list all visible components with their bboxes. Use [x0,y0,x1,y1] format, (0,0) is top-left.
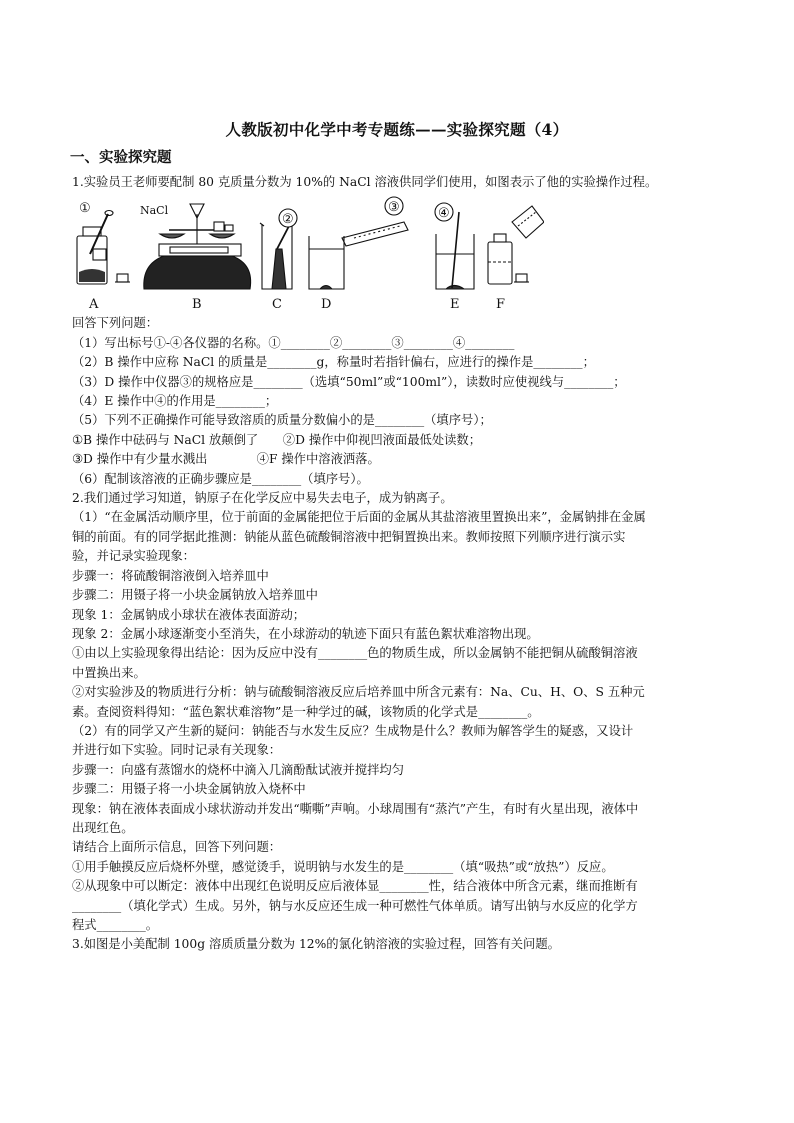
text-line: 现象 2：金属小球逐渐变小至消失，在小球游动的轨迹下面只有蓝色絮状难溶物出现。 [72,626,539,641]
text-line: 中置换出来。 [72,665,146,680]
bottle-f-icon [488,206,544,284]
text-line: 现象：钠在液体表面成小球状游动并发出“嘶嘶”声响。小球周围有“蒸汽”产生，有时有火星出现，液体中 [72,801,639,816]
figure-label-d: D [321,297,332,313]
text-line: ①用手触摸反应后烧杯外壁，感觉烫手，说明钠与水发生的是________（填“吸热”或“放热”）反应。 [72,859,614,874]
text-line: 回答下列问题： [72,316,159,331]
marker-4: ④ [438,206,450,222]
question-2-stem: 2.我们通过学习知道，钠原子在化学反应中易失去电子，成为钠离子。 [72,491,453,506]
experiment-figure [74,194,544,314]
text-line: 出现红色。 [72,820,134,835]
figure-label-e: E [450,297,460,313]
text-line: （2）B 操作中应称 NaCl 的质量是________g，称量时若指针偏右，应进行的操作是________； [72,355,595,370]
text-line: （1）写出标号①-④各仪器的名称。①________②________③________④________ [72,335,515,350]
page-title: 人教版初中化学中考专题练——实验探究题（4） [225,120,569,139]
text-line: 步骤一：将硫酸铜溶液倒入培养皿中 [72,568,269,583]
text-line: （3）D 操作中仪器③的规格应是________（选填“50ml”或“100ml”），读数时应使视线与________； [72,374,626,389]
text-line: （5）下列不正确操作可能导致溶质的质量分数偏小的是________（填序号）； [72,413,492,428]
question-3-stem: 3.如图是小美配制 100g 溶质质量分数为 12%的氯化钠溶液的实验过程，回答有关问题。 [72,937,560,952]
text-line: ①由以上实验现象得出结论：因为反应中没有________色的物质生成，所以金属钠不能把铜从硫酸铜溶液 [72,646,638,661]
figure-label-b: B [192,297,202,313]
marker-2: ② [282,212,294,228]
figure-label-f: F [496,297,506,313]
text-line: 素。查阅资料得知：“蓝色絮状难溶物”是一种学过的碱，该物质的化学式是________。 [72,704,540,719]
text-line: ①B 操作中砝码与 NaCl 放颠倒了 ②D 操作中仰视凹液面最低处读数； [72,432,482,447]
nacl-label: NaCl [140,204,169,218]
text-line: ________（填化学式）生成。另外，钠与水反应还生成一种可燃性气体单质。请写出钠与水反应的化学方 [72,898,638,913]
text-line: （2）有的同学又产生新的疑问：钠能否与水发生反应？生成物是什么？教师为解答学生的疑惑，又设计 [72,723,634,738]
text-line: ②从现象中可以断定：液体中出现红色说明反应后液体显________性，结合液体中所含元素，继而推断有 [72,879,638,894]
text-line: （4）E 操作中④的作用是________； [72,394,278,409]
text-line: 步骤二：用镊子将一小块金属钠放入烧杯中 [72,782,306,797]
figure-label-c: C [272,297,282,313]
text-line: 步骤二：用镊子将一小块金属钠放入培养皿中 [72,588,318,603]
text-line: 程式________。 [72,918,159,932]
text-line: 并进行如下实验。同时记录有关现象： [72,743,282,758]
text-line: 现象 1：金属钠成小球状在液体表面游动； [72,607,306,622]
marker-1: ① [79,201,91,217]
section-heading: 一、实验探究题 [70,149,172,166]
text-line: ②对实验涉及的物质进行分析：钠与硫酸铜溶液反应后培养皿中所含元素有：Na、Cu、H、O、S 五种元 [72,685,645,700]
figure-label-a: A [89,297,99,313]
text-line: 请结合上面所示信息，回答下列问题： [72,840,282,855]
reagent-bottle-icon [77,211,130,285]
text-line: （6）配制该溶液的正确步骤应是________（填序号）。 [72,471,369,486]
marker-3: ③ [388,200,400,216]
text-line: 验，并记录实验现象： [72,549,195,564]
document-page [72,118,722,955]
text-line: （1）“在金属活动顺序里，位于前面的金属能把位于后面的金属从其盐溶液里置换出来”，金属钠排在金属 [72,510,646,525]
text-line: ③D 操作中有少量水溅出 ④F 操作中溶液洒落。 [72,452,380,467]
text-line: 铜的前面。有的同学据此推测：钠能从蓝色硫酸铜溶液中把铜置换出来。教师按照下列顺序进行演示实 [72,529,626,544]
lab-apparatus-diagram [74,194,544,314]
text-line: 步骤一：向盛有蒸馏水的烧杯中滴入几滴酚酞试液并搅拌均匀 [72,762,405,777]
question-1-stem: 1.实验员王老师要配制 80 克质量分数为 10%的 NaCl 溶液供同学们使用，如图表示了他的实验操作过程。 [72,175,658,189]
